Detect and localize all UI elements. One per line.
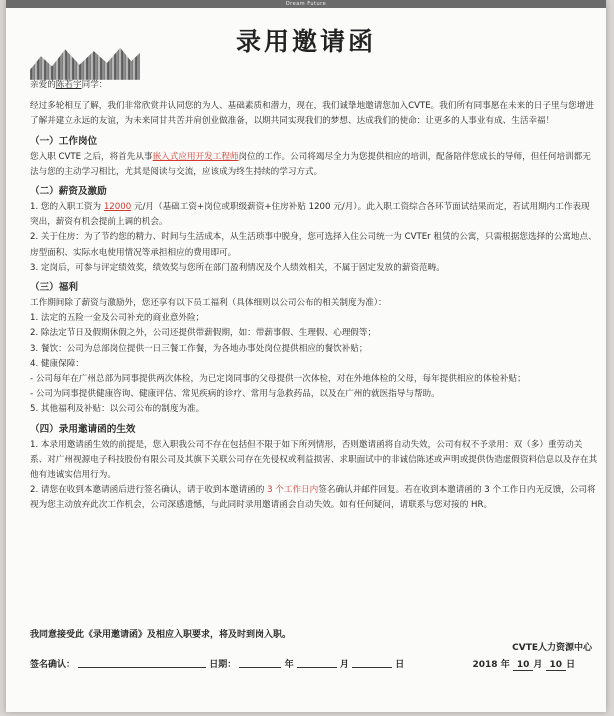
- issue-year-label: 年: [500, 660, 510, 670]
- offer-letter-page: [6, 0, 606, 712]
- page-title: 录用邀请函: [235, 27, 376, 56]
- intro-paragraph: 经过多轮相互了解，我们非常欣赏并认同您的为人、基础素质和潜力，现在，我们诚挚地邀请您加入CVTE。我们所有同事愿在未来的日子里与您增进了解并建立永远的友谊，为未来同甘共苦并肩创业做准备，以期共同实现我们的梦想、达成我们的使命：让更多的人事业有成、生活幸福！: [30, 101, 594, 127]
- tagline: Dream Future: [285, 1, 327, 7]
- confirmation-paragraph: [30, 483, 598, 513]
- benefit-item: 3. 餐饮：公司为总部岗位提供一日三餐工作餐，为各地办事处岗位提供相应的餐饮补贴；: [30, 343, 368, 354]
- issue-month: 10: [513, 660, 534, 671]
- date-label: 日期：: [209, 660, 237, 670]
- housing-paragraph: 2. 关于住房：为了节约您的精力、时间与生活成本，从生活琐事中脱身，您可选择入住公司统一为 CVTEr 租赁的公寓，只需根据您选择的公寓地点、房型面积、实际水电使用情况等承担相应的费用即可。: [30, 232, 597, 258]
- job-position: 嵌入式应用开发工程师: [152, 151, 239, 162]
- benefit-item: 5. 其他福利及补贴：以公司公布的制度为准。: [30, 404, 205, 415]
- confirmation-text-after: 签名确认并邮件回复。若在收到本邀请函的 3 个工作日内无反馈，公司将视为您主动放弃此次工作机会，公司深感遗憾，与此同时录用邀请函会自动失效。如有任何疑问，请联系与您对接的 HR。: [30, 485, 596, 511]
- day-label: 日: [395, 660, 405, 670]
- deadline-highlight: 3 个工作日内: [267, 485, 319, 496]
- section1-text-before: 您入职 CVTE 之后，将首先从事: [30, 151, 153, 162]
- candidate-name: 陈若宇: [55, 80, 82, 90]
- issue-day: 10: [546, 660, 567, 671]
- section3-heading: （三）福利: [30, 282, 78, 294]
- salary-paragraph: [30, 200, 598, 230]
- benefit-item: 1. 法定的五险一金及公司补充的商业意外险；: [30, 313, 205, 324]
- section4-heading: （四）录用邀请函的生效: [30, 423, 136, 435]
- benefits-lead: 工作期间除了薪资与激励外，您还享有以下员工福利（具体细则以公司公布的相关制度为准）：: [30, 298, 387, 309]
- salary-text-after: 元/月（基础工资+岗位或职级薪资+住房补贴 1200 元/月）。此入职工资综合各环节面试结果而定，若试用期内工作表现突出，薪资有机会提前上调的机会。: [30, 202, 590, 228]
- sign-label: 签名确认：: [30, 660, 76, 670]
- day-field[interactable]: [352, 657, 392, 668]
- issue-year: 2018: [472, 660, 498, 670]
- year-label: 年: [284, 660, 294, 670]
- bonus-paragraph: 3. 定岗后，可参与评定绩效奖，绩效奖与您所在部门盈利情况及个人绩效相关，不属于固定发放的薪资范畴。: [30, 262, 445, 273]
- salary-text-before: 1. 您的入职工资为: [30, 202, 102, 213]
- section1-text-after: 岗位的工作。公司将竭尽全力为您提供相应的培训，配备陪伴您成长的导师，但任何培训都无法与您的主动学习相比，尤其是阅读与交流，应该成为终生持续的学习方式。: [30, 151, 591, 177]
- section1-text: [30, 150, 598, 180]
- validity-paragraph: 1. 本录用邀请函生效的前提是，您入职我公司不存在包括但不限于如下所列情形，否则邀请函将自动失效，公司有权不予录用：双（多）重劳动关系、对广州视源电子科技股份有限公司及其旗下关联公司存在先侵权或利益损害、求职面试中的非诚信陈述或声明或提供伪造虚假资料信息以及存在其他有违诚实信用行为。: [30, 439, 598, 481]
- acceptance-statement: 我同意接受此《录用邀请函》及相应入职要求，将及时到岗入职。: [30, 630, 292, 640]
- benefit-item: - 公司每年在广州总部为同事提供两次体检，为已定岗同事的父母提供一次体检，对在外地体检的父母，每年提供相应的体检补贴；: [30, 374, 526, 385]
- benefit-item: 4. 健康保障：: [30, 358, 84, 369]
- issue-month-label: 月: [533, 660, 543, 670]
- issue-day-label: 日: [566, 660, 576, 670]
- benefit-item: - 公司为同事提供健康咨询、健康评估、常见疾病的诊疗、常用与急救药品，以及在广州的就医指导与帮助。: [30, 389, 440, 400]
- confirmation-text-before: 2. 请您在收到本邀请函后进行签名确认，请于收到本邀请函的: [30, 485, 265, 496]
- salary-amount: 12000: [103, 202, 132, 213]
- company-signature: CVTE人力资源中心: [512, 643, 592, 653]
- section2-heading: （二）薪资及激励: [30, 186, 107, 198]
- greeting-suffix: 同学：: [81, 80, 108, 90]
- year-field[interactable]: [239, 657, 281, 668]
- greeting: [30, 78, 598, 93]
- benefit-item: 2. 除法定节日及假期休假之外，公司还提供带薪假期，如：带薪事假、生理假、心理假等；: [30, 328, 377, 339]
- month-label: 月: [339, 660, 349, 670]
- section1-heading: （一）工作岗位: [30, 135, 98, 147]
- signature-row: [30, 657, 575, 671]
- signature-field[interactable]: [78, 657, 206, 668]
- month-field[interactable]: [297, 657, 337, 668]
- greeting-prefix: 亲爱的: [30, 80, 56, 90]
- letter-body: [30, 78, 598, 514]
